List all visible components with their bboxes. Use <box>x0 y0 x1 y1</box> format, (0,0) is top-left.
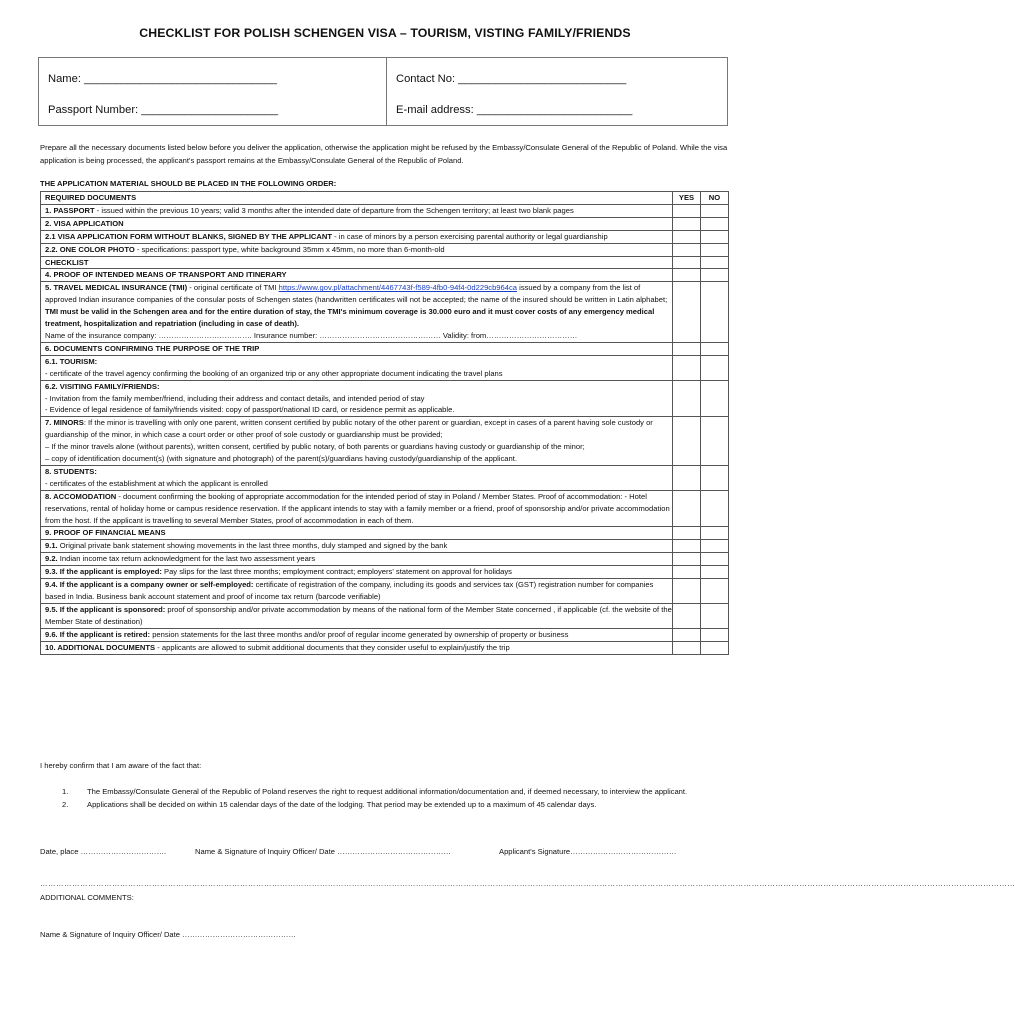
yes-checkbox[interactable] <box>673 355 701 380</box>
name-field[interactable]: Name: _______________________________ <box>48 73 277 85</box>
row-text: Original private bank statement showing movements in the last three months, duly stamped and signed by the bank <box>57 541 448 551</box>
row-text: - certificates of the establishment at which the applicant is enrolled <box>45 478 268 488</box>
row-emphasis: TMI must be valid in the Schengen area and for the entire duration of stay, the TMI's minimum coverage is 30.000 euro and it must cover costs of any emergency medical treatment, hospitalization and repatriation (including in case of death). <box>45 307 655 329</box>
no-checkbox[interactable] <box>701 540 729 553</box>
no-checkbox[interactable] <box>701 380 729 417</box>
row-heading: 2.2. ONE COLOR PHOTO <box>45 244 135 254</box>
list-item <box>62 799 730 812</box>
row-heading: 9.4. If the applicant is a company owner or self-employed: <box>45 580 254 590</box>
page-title: CHECKLIST FOR POLISH SCHENGEN VISA – TOURISM, VISTING FAMILY/FRIENDS <box>139 26 631 40</box>
insurance-details-line[interactable]: Name of the insurance company: ………………………………. Insurance number: ………………………………………… Validity: from……………………………… <box>45 330 578 340</box>
table-row <box>41 540 729 553</box>
table-row <box>41 256 729 269</box>
row-heading: 10. ADDITIONAL DOCUMENTS <box>45 642 156 652</box>
row-heading: CHECKLIST <box>41 256 673 269</box>
passport-number-field[interactable]: Passport Number: ______________________ <box>48 104 279 116</box>
row-text: - issued within the previous 10 years; valid 3 months after the intended date of departure from the Schengen territory; at least two blank pages <box>94 205 574 215</box>
row-heading: 6.2. VISITING FAMILY/FRIENDS: <box>45 381 160 391</box>
row-heading: 9.1. <box>45 541 58 551</box>
row-heading: 8. ACCOMODATION <box>45 491 117 501</box>
no-header: NO <box>701 192 729 205</box>
date-place-field[interactable]: Date, place ……………………………. <box>40 847 167 856</box>
yes-checkbox[interactable] <box>673 342 701 355</box>
confirmation-list <box>62 786 730 811</box>
table-row <box>41 243 729 256</box>
table-row <box>41 527 729 540</box>
row-text: issued by a company from the list of approved Indian insurance companies of the consular posts of Schengen states (handwritten certificates will not be accepted; the name of the insured should be written in Latin alphabet; <box>45 283 668 305</box>
row-heading: 7. MINORS <box>45 418 84 428</box>
row-text: - Evidence of legal residence of family/friends visited: copy of passport/national ID card, or residence permit as applicable. <box>45 405 455 415</box>
row-text: Indian income tax return acknowledgment for the last two assessment years <box>57 554 316 564</box>
dotted-separator: …………………………………………………………………………………………………………………………………………………………………………………………………………………………………………………………………………………………………………………………………… <box>40 879 1015 888</box>
applicant-details-box <box>38 57 728 126</box>
table-row <box>41 282 729 343</box>
table-row <box>41 230 729 243</box>
no-checkbox[interactable] <box>701 269 729 282</box>
no-checkbox[interactable] <box>701 641 729 654</box>
no-checkbox[interactable] <box>701 355 729 380</box>
yes-checkbox[interactable] <box>673 527 701 540</box>
no-checkbox[interactable] <box>701 553 729 566</box>
yes-checkbox[interactable] <box>673 628 701 641</box>
table-header-row <box>41 192 729 205</box>
email-field[interactable]: E-mail address: _________________________ <box>396 104 633 116</box>
row-heading: 4. PROOF OF INTENDED MEANS OF TRANSPORT AND ITINERARY <box>41 269 673 282</box>
yes-checkbox[interactable] <box>673 465 701 490</box>
row-text: - in case of minors by a person exercising parental authority or legal guardianship <box>332 231 608 241</box>
yes-checkbox[interactable] <box>673 243 701 256</box>
yes-checkbox[interactable] <box>673 204 701 217</box>
yes-checkbox[interactable] <box>673 282 701 343</box>
yes-checkbox[interactable] <box>673 217 701 230</box>
list-number: 2. <box>62 799 69 809</box>
no-checkbox[interactable] <box>701 282 729 343</box>
row-text: - certificate of the travel agency confirming the booking of an organized trip or any other appropriate document indicating the travel plans <box>45 368 503 378</box>
tmi-list-link[interactable]: https://www.gov.pl/attachment/4467743f-f589-4fb0-94f4-0d229cb964ca <box>278 283 518 293</box>
table-row <box>41 641 729 654</box>
no-checkbox[interactable] <box>701 527 729 540</box>
row-heading: 9.6. If the applicant is retired: <box>45 629 151 639</box>
table-row <box>41 628 729 641</box>
row-heading: 6. DOCUMENTS CONFIRMING THE PURPOSE OF THE TRIP <box>41 342 673 355</box>
table-row <box>41 217 729 230</box>
yes-checkbox[interactable] <box>673 256 701 269</box>
yes-checkbox[interactable] <box>673 380 701 417</box>
no-checkbox[interactable] <box>701 465 729 490</box>
no-checkbox[interactable] <box>701 256 729 269</box>
additional-comments-label: ADDITIONAL COMMENTS: <box>40 893 134 902</box>
yes-checkbox[interactable] <box>673 579 701 604</box>
row-text: pension statements for the last three months and/or proof of regular income generated by ownership of property or business <box>150 629 569 639</box>
row-text: proof of sponsorship and/or private accommodation by means of the national form of the Member State concerned , if applicable (cf. the website of the Member State of destination) <box>45 604 672 626</box>
intro-paragraph: Prepare all the necessary documents listed below before you deliver the application, otherwise the application might be refused by the Embassy/Consulate General of the Republic of Poland. While the visa application is being processed, the applicant's passport remains at the Embassy/Consulate General of the Republic of Poland. <box>40 143 728 165</box>
row-heading: 6.1. TOURISM: <box>45 356 98 366</box>
row-heading: 9. PROOF OF FINANCIAL MEANS <box>41 527 673 540</box>
table-row <box>41 490 729 527</box>
table-row <box>41 355 729 380</box>
row-text: - applicants are allowed to submit additional documents that they consider useful to explain/justify the trip <box>155 642 510 652</box>
table-row <box>41 204 729 217</box>
row-text: Pay slips for the last three months; employment contract; employers' statement on approval for holidays <box>161 567 512 577</box>
yes-checkbox[interactable] <box>673 417 701 466</box>
officer-footer-field[interactable]: Name & Signature of Inquiry Officer/ Date ……………………………………… <box>40 930 297 939</box>
order-heading: THE APPLICATION MATERIAL SHOULD BE PLACED IN THE FOLLOWING ORDER: <box>40 179 337 188</box>
required-documents-header: REQUIRED DOCUMENTS <box>41 192 673 205</box>
no-checkbox[interactable] <box>701 566 729 579</box>
table-row <box>41 603 729 628</box>
contact-field[interactable]: Contact No: ___________________________ <box>396 73 627 85</box>
no-checkbox[interactable] <box>701 628 729 641</box>
row-heading: 9.2. <box>45 554 58 564</box>
divider <box>386 58 387 125</box>
row-text: - original certificate of TMI <box>187 283 279 293</box>
table-row <box>41 417 729 466</box>
yes-checkbox[interactable] <box>673 490 701 527</box>
row-heading: 5. TRAVEL MEDICAL INSURANCE (TMI) <box>45 283 188 293</box>
row-heading: 2. VISA APPLICATION <box>41 217 673 230</box>
no-checkbox[interactable] <box>701 204 729 217</box>
table-row <box>41 553 729 566</box>
documents-checklist-table <box>40 191 729 655</box>
confirmation-statement: I hereby confirm that I am aware of the fact that: <box>40 761 202 770</box>
list-item <box>62 786 730 799</box>
row-text: : If the minor is travelling with only one parent, written consent certified by public notary of the other parent or guardian, except in cases of a parent having sole custody or guardianship of the minor, in which case a court order or other proof of sole custody or guardianship must be provided; <box>45 418 653 440</box>
table-row <box>41 579 729 604</box>
list-item-text: Applications shall be decided on within 15 calendar days of the date of the lodging. That period may be extended up to a maximum of 45 calendar days. <box>87 799 597 809</box>
row-heading: 9.3. If the applicant is employed: <box>45 567 162 577</box>
row-text: – copy of identification document(s) (with signature and photograph) of the parent(s)/guardians having custody/guardianship of the applicant. <box>45 454 517 464</box>
no-checkbox[interactable] <box>701 230 729 243</box>
yes-checkbox[interactable] <box>673 269 701 282</box>
row-text: – If the minor travels alone (without parents), written consent, certified by public notary, of both parents or guardians having custody or guardianship of the minor; <box>45 442 585 452</box>
applicant-signature-field[interactable]: Applicant's Signature…………………………………… <box>499 847 677 856</box>
list-item-text: The Embassy/Consulate General of the Republic of Poland reserves the right to request additional information/documentation and, if deemed necessary, to interview the applicant. <box>87 787 688 796</box>
no-checkbox[interactable] <box>701 417 729 466</box>
list-number: 1. <box>62 787 69 796</box>
table-row <box>41 566 729 579</box>
row-heading: 9.5. If the applicant is sponsored: <box>45 604 166 614</box>
yes-checkbox[interactable] <box>673 540 701 553</box>
row-heading: 8. STUDENTS: <box>45 466 97 476</box>
no-checkbox[interactable] <box>701 490 729 527</box>
row-text: certificate of registration of the company, including its goods and services tax (GST) registration number for companies based in India. Business bank account statement and proof of income tax return (barcode verifiable) <box>45 580 654 601</box>
row-text: - Invitation from the family member/friend, including their address and contact details, and intended period of stay <box>45 393 425 403</box>
row-heading: 2.1 VISA APPLICATION FORM WITHOUT BLANKS, SIGNED BY THE APPLICANT <box>45 231 333 241</box>
yes-checkbox[interactable] <box>673 566 701 579</box>
yes-checkbox[interactable] <box>673 603 701 628</box>
no-checkbox[interactable] <box>701 243 729 256</box>
inquiry-officer-signature-field[interactable]: Name & Signature of Inquiry Officer/ Date ……………………………………… <box>195 847 452 856</box>
row-text: - document confirming the booking of appropriate accommodation for the intended period of stay in Poland / Member States. Proof of accommodation: - Hotel reservations, rental of holiday home or campus residence reservation. If the applicant intends to stay with a family member or a friend, proof of sponsorship and/or private accommodation from the host. If the applicant is travelling to several Member States, proof of accommodation in each of them. <box>45 491 670 525</box>
table-row <box>41 269 729 282</box>
table-row <box>41 342 729 355</box>
no-checkbox[interactable] <box>701 342 729 355</box>
row-heading: 1. PASSPORT <box>45 205 95 215</box>
table-row <box>41 465 729 490</box>
yes-checkbox[interactable] <box>673 553 701 566</box>
no-checkbox[interactable] <box>701 603 729 628</box>
yes-header: YES <box>673 192 701 205</box>
no-checkbox[interactable] <box>701 217 729 230</box>
yes-checkbox[interactable] <box>673 641 701 654</box>
yes-checkbox[interactable] <box>673 230 701 243</box>
no-checkbox[interactable] <box>701 579 729 604</box>
row-text: - specifications: passport type, white background 35mm x 45mm, no more than 6-month-old <box>134 244 445 254</box>
table-row <box>41 380 729 417</box>
